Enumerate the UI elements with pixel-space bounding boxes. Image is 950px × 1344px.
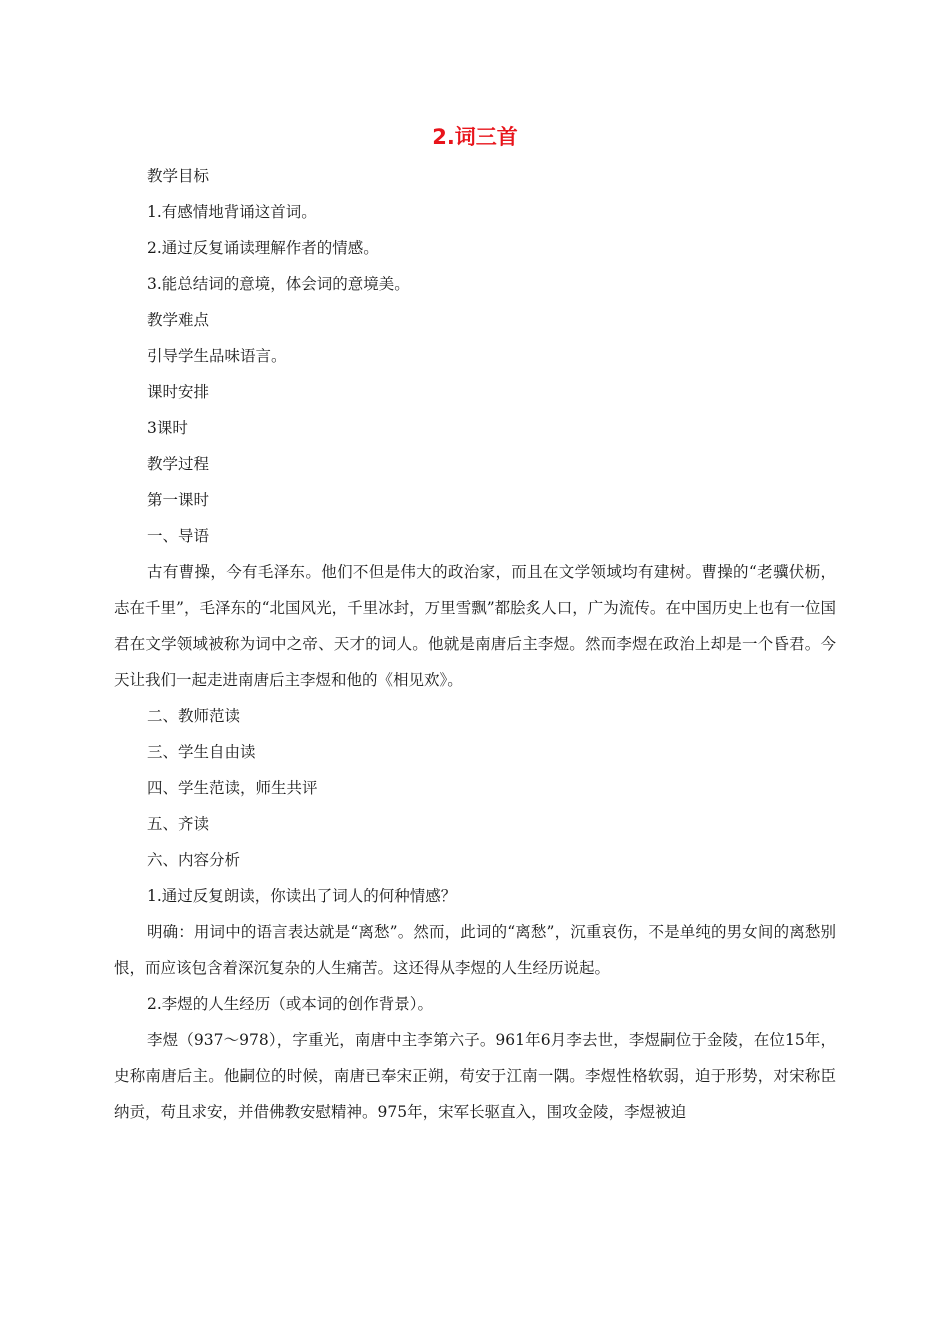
intro-paragraph: 古有曹操，今有毛泽东。他们不但是伟大的政治家，而且在文学领域均有建树。曹操的“老骥伏枥，志在千里”，毛泽东的“北国风光，千里冰封，万里雪飘”都脍炙人口，广为流传。在中国历史上也有一位国君在文学领域被称为词中之帝、天才的词人。他就是南唐后主李煜。然而李煜在政治上却是一个昏君。今天让我们一起走进南唐后主李煜和他的《相见欢》。 [114, 563, 836, 689]
difficulty-text: 引导学生品味语言。 [147, 347, 287, 365]
step-heading: 四、学生范读，师生共评 [147, 779, 318, 797]
step-heading: 二、教师范读 [147, 707, 241, 725]
question-item: 1.通过反复朗读，你读出了词人的何种情感？ [147, 887, 457, 905]
background-heading: 2.李煜的人生经历（或本词的创作背景）。 [147, 995, 434, 1013]
step-heading: 三、学生自由读 [147, 743, 256, 761]
step-heading: 五、齐读 [147, 815, 210, 833]
section-heading-difficulty: 教学难点 [147, 311, 210, 329]
lesson-heading: 第一课时 [147, 491, 210, 509]
document-page [114, 120, 836, 1130]
objective-item: 1.有感情地背诵这首词。 [147, 203, 317, 221]
objective-item: 3.能总结词的意境，体会词的意境美。 [147, 275, 410, 293]
step-heading: 六、内容分析 [147, 851, 241, 869]
schedule-text: 3课时 [147, 419, 188, 437]
section-heading-objectives: 教学目标 [147, 167, 210, 185]
step-heading-intro: 一、导语 [147, 527, 210, 545]
section-heading-schedule: 课时安排 [147, 383, 210, 401]
background-paragraph: 李煜（937～978），字重光，南唐中主李第六子。961年6月李去世，李煜嗣位于金陵，在位15年，史称南唐后主。他嗣位的时候，南唐已奉宋正朔，苟安于江南一隅。李煜性格软弱，迫于形势，对宋称臣纳贡，苟且求安，并借佛教安慰精神。975年，宋军长驱直入，围攻金陵，李煜被迫 [114, 1031, 836, 1121]
section-heading-process: 教学过程 [147, 455, 210, 473]
answer-paragraph: 明确：用词中的语言表达就是“离愁”。然而，此词的“离愁”，沉重哀伤，不是单纯的男女间的离愁别恨，而应该包含着深沉复杂的人生痛苦。这还得从李煜的人生经历说起。 [114, 923, 836, 977]
objective-item: 2.通过反复诵读理解作者的情感。 [147, 239, 379, 257]
document-title: 2.词三首 [432, 125, 518, 149]
